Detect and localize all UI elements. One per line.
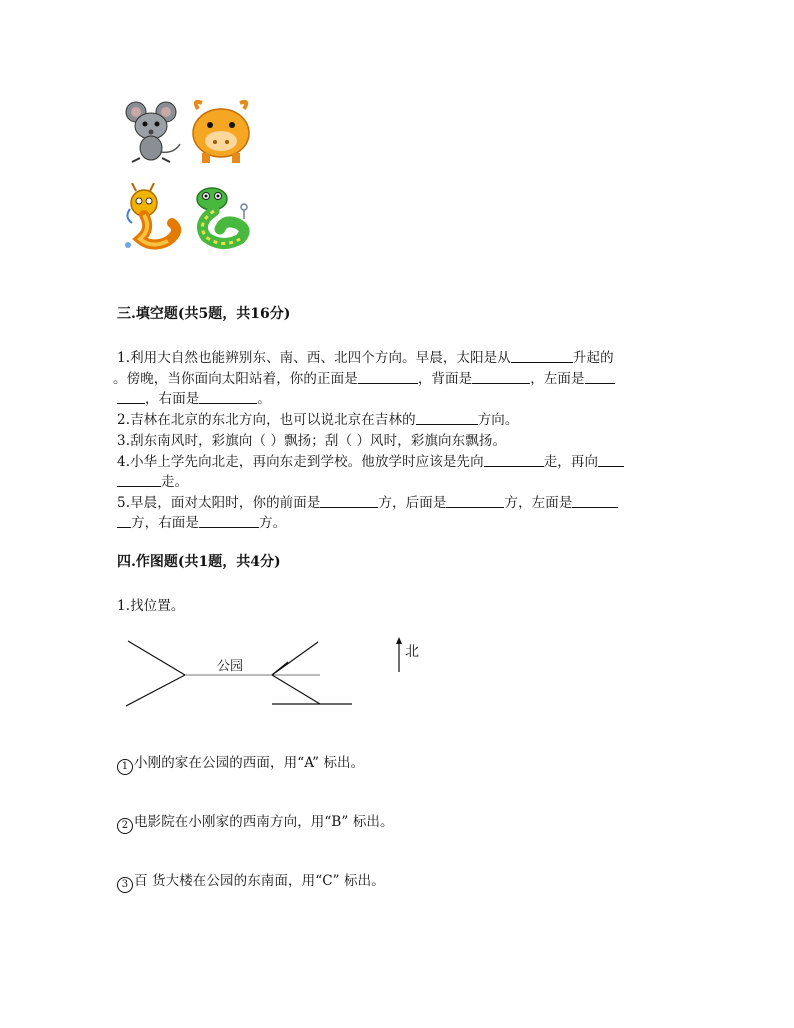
question-4-line-1: 4.小华上学先向北走，再向东走到学校。他放学时应该是先向 走，再向 (117, 450, 624, 470)
snake-icon (192, 185, 256, 253)
ox-icon (188, 97, 254, 165)
section4-heading: 四.作图题(共1题，共4分) (117, 554, 281, 570)
map-diagram (120, 634, 420, 714)
question-draw-1: 1.找位置。 (117, 598, 185, 614)
north-label: 北 (405, 644, 419, 660)
task-1: 1 小刚的家在公园的西面，用“A” 标出。 (117, 751, 364, 775)
answer-blank[interactable] (117, 391, 145, 404)
answer-blank[interactable] (572, 495, 618, 508)
question-1-line-3: ，右面是 。 (117, 387, 271, 407)
zodiac-images (120, 95, 260, 260)
circled-number: 3 (117, 877, 133, 893)
answer-blank[interactable] (484, 454, 544, 467)
question-3: 3.刮东南风时，彩旗向（ ）飘扬；刮（ ）风时，彩旗向东飘扬。 (117, 433, 507, 449)
answer-blank[interactable] (598, 454, 624, 467)
answer-blank[interactable] (199, 515, 259, 528)
section3-heading: 三.填空题(共5题，共16分) (117, 306, 291, 322)
answer-blank[interactable] (358, 371, 418, 384)
question-5-line-1: 5.早晨，面对太阳时，你的前面是 方，后面是 方，左面是 (117, 491, 618, 511)
circled-number: 2 (117, 818, 133, 834)
circled-number: 1 (117, 759, 133, 775)
question-2: 2.吉林在北京的东北方向，也可以说北京在吉林的 方向。 (117, 412, 519, 428)
answer-blank[interactable] (446, 495, 504, 508)
answer-blank[interactable] (585, 371, 615, 384)
question-5-line-2: 方，右面是 方。 (117, 511, 286, 531)
answer-blank[interactable] (511, 350, 573, 363)
park-label: 公园 (217, 659, 244, 674)
task-3: 3 百 货大楼在公园的东南面，用“C” 标出。 (117, 869, 385, 893)
answer-blank[interactable] (199, 391, 257, 404)
answer-blank[interactable] (117, 474, 161, 487)
answer-blank[interactable] (472, 371, 530, 384)
question-1-line-1: 1.利用大自然也能辨别东、南、西、北四个方向。早晨，太阳是从 升起的 (117, 350, 614, 366)
question-4-line-2: 走。 (117, 470, 188, 490)
mouse-icon (120, 100, 182, 168)
question-1-line-2: 。傍晚，当你面向太阳站着，你的正面是 ，背面是 ，左面是 (113, 367, 615, 387)
answer-blank[interactable] (117, 515, 131, 528)
dragon-icon (122, 183, 186, 255)
task-2: 2 电影院在小刚家的西南方向，用“B” 标出。 (117, 810, 394, 834)
answer-blank[interactable] (416, 412, 478, 425)
answer-blank[interactable] (320, 495, 378, 508)
